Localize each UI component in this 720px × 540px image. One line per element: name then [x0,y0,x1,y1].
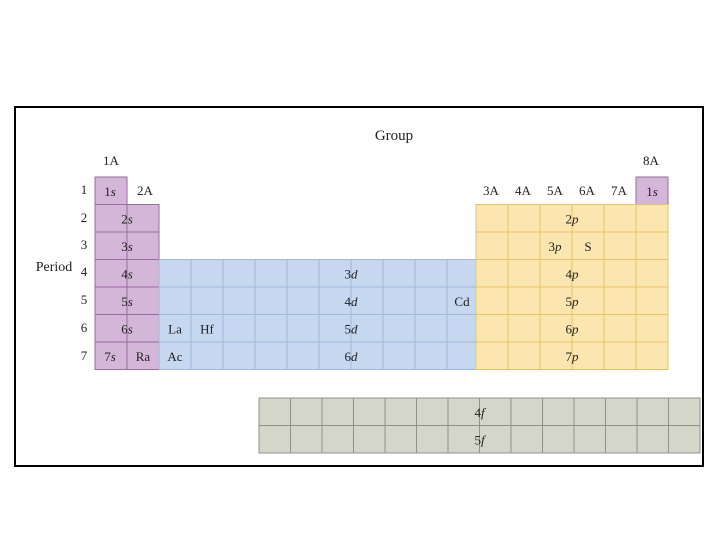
p-block-label-7: 7p [565,348,579,364]
f-block-cell [259,426,291,454]
f-block-cell [637,398,669,426]
element-ra: Ra [135,348,151,364]
d-block-cell [191,287,223,315]
group-label-5a: 5A [547,183,563,198]
period-number-2: 2 [80,210,88,225]
d-block-cell [415,260,447,288]
period-number-1: 1 [80,182,88,197]
f-block-cell [385,398,417,426]
d-block-cell [415,315,447,343]
element-hf: Hf [200,321,214,337]
d-block-cell [415,342,447,370]
f-block-cell [543,426,575,454]
p-block-label-5: 5p [565,293,579,309]
f-block-cell [669,426,701,454]
f-block-cell [606,398,638,426]
s-block-label-7: 7s [104,348,116,364]
d-block-cell [255,342,287,370]
p-block-cell [604,342,636,370]
d-block-cell [159,287,191,315]
group-label-8a: 8A [643,153,659,168]
f-block-cell [574,426,606,454]
element-ac: Ac [167,348,183,364]
element-cd: Cd [454,293,470,309]
p-block-cell [508,342,540,370]
p-block-cell [636,315,668,343]
s-block-label-1: 1s [104,183,116,199]
period-number-6: 6 [80,320,88,335]
d-block-cell [383,342,415,370]
f-block-cell [606,426,638,454]
group-label-7a: 7A [611,183,627,198]
f-block-cell [417,398,449,426]
group-label-4a: 4A [515,183,531,198]
f-block-cell [322,398,354,426]
d-block-cell [287,315,319,343]
p-block-label-6: 6p [565,321,579,337]
f-block-label-4: 4f [474,404,485,420]
period-number-5: 5 [80,292,88,307]
p-block-cell [636,342,668,370]
group-label-6a: 6A [579,183,595,198]
p-block-cell [636,232,668,260]
period-number-4: 4 [80,264,88,279]
p-block-cell [604,315,636,343]
p-block-cell [508,315,540,343]
d-block-cell [383,260,415,288]
d-block-cell [415,287,447,315]
p-block-cell [508,287,540,315]
d-block-cell [447,260,476,288]
p-block-cell [604,232,636,260]
f-block-cell [669,398,701,426]
f-block-cell [385,426,417,454]
f-block-cell [417,426,449,454]
f-block-cell [291,426,323,454]
d-block-label-6: 5d [344,321,358,337]
p-block-cell [476,232,508,260]
d-block-cell [159,260,191,288]
f-block-cell [322,426,354,454]
s-block-label-5: 5s [121,293,133,309]
d-block-cell [383,315,415,343]
f-block-cell [511,426,543,454]
group-label-2a: 2A [137,183,153,198]
d-block-cell [223,287,255,315]
d-block-cell [287,260,319,288]
d-block-cell [287,287,319,315]
d-block-cell [223,342,255,370]
p-block-cell [636,260,668,288]
p-block-cell [508,232,540,260]
p-block-cell [604,260,636,288]
element-la: La [168,321,182,337]
d-block-cell [223,315,255,343]
d-block-cell [447,315,476,343]
figure-frame [14,106,704,467]
d-block-cell [255,260,287,288]
period-number-3: 3 [80,237,88,252]
f-block-cell [637,426,669,454]
p-block-cell [636,205,668,233]
p-block-label-4: 4p [565,266,579,282]
d-block-cell [255,287,287,315]
period-number-7: 7 [80,348,88,363]
period-axis-label: Period [35,260,73,275]
d-block-cell [255,315,287,343]
p-block-label-2: 2p [565,211,579,227]
p-block-cell [476,205,508,233]
s-block-label-3: 3s [121,238,133,254]
p-block-cell [604,205,636,233]
p-block-cell [476,315,508,343]
f-block-cell [574,398,606,426]
d-block-cell [447,342,476,370]
p-block-cell [476,260,508,288]
f-block-cell [354,398,386,426]
p-block-cell [636,287,668,315]
d-block-label-5: 4d [344,293,358,309]
group-label-3a: 3A [483,183,499,198]
group-label-1a: 1A [103,153,119,168]
p-block-cell [476,342,508,370]
element-s: S [584,238,592,254]
d-block-cell [191,260,223,288]
p-block-cell [604,287,636,315]
periodic-table-diagram [16,108,702,465]
p-block-label-3: 3p [548,238,562,254]
d-block-cell [223,260,255,288]
f-block-cell [354,426,386,454]
f-block-label-5: 5f [474,432,485,448]
f-block-cell [259,398,291,426]
p-block-cell [508,205,540,233]
s-block-label-6: 6s [121,321,133,337]
f-block-cell [511,398,543,426]
d-block-cell [383,287,415,315]
p-block-cell [476,287,508,315]
p-block-cell [508,260,540,288]
s-block-label-2: 2s [121,211,133,227]
d-block-cell [191,342,223,370]
f-block-cell [543,398,575,426]
d-block-cell [287,342,319,370]
d-block-label-7: 6d [344,348,358,364]
d-block-label-4: 3d [344,266,358,282]
group-title: Group [374,128,414,144]
f-block-cell [291,398,323,426]
s-block-label-4: 4s [121,266,133,282]
s-block-label-helium: 1s [646,183,658,199]
